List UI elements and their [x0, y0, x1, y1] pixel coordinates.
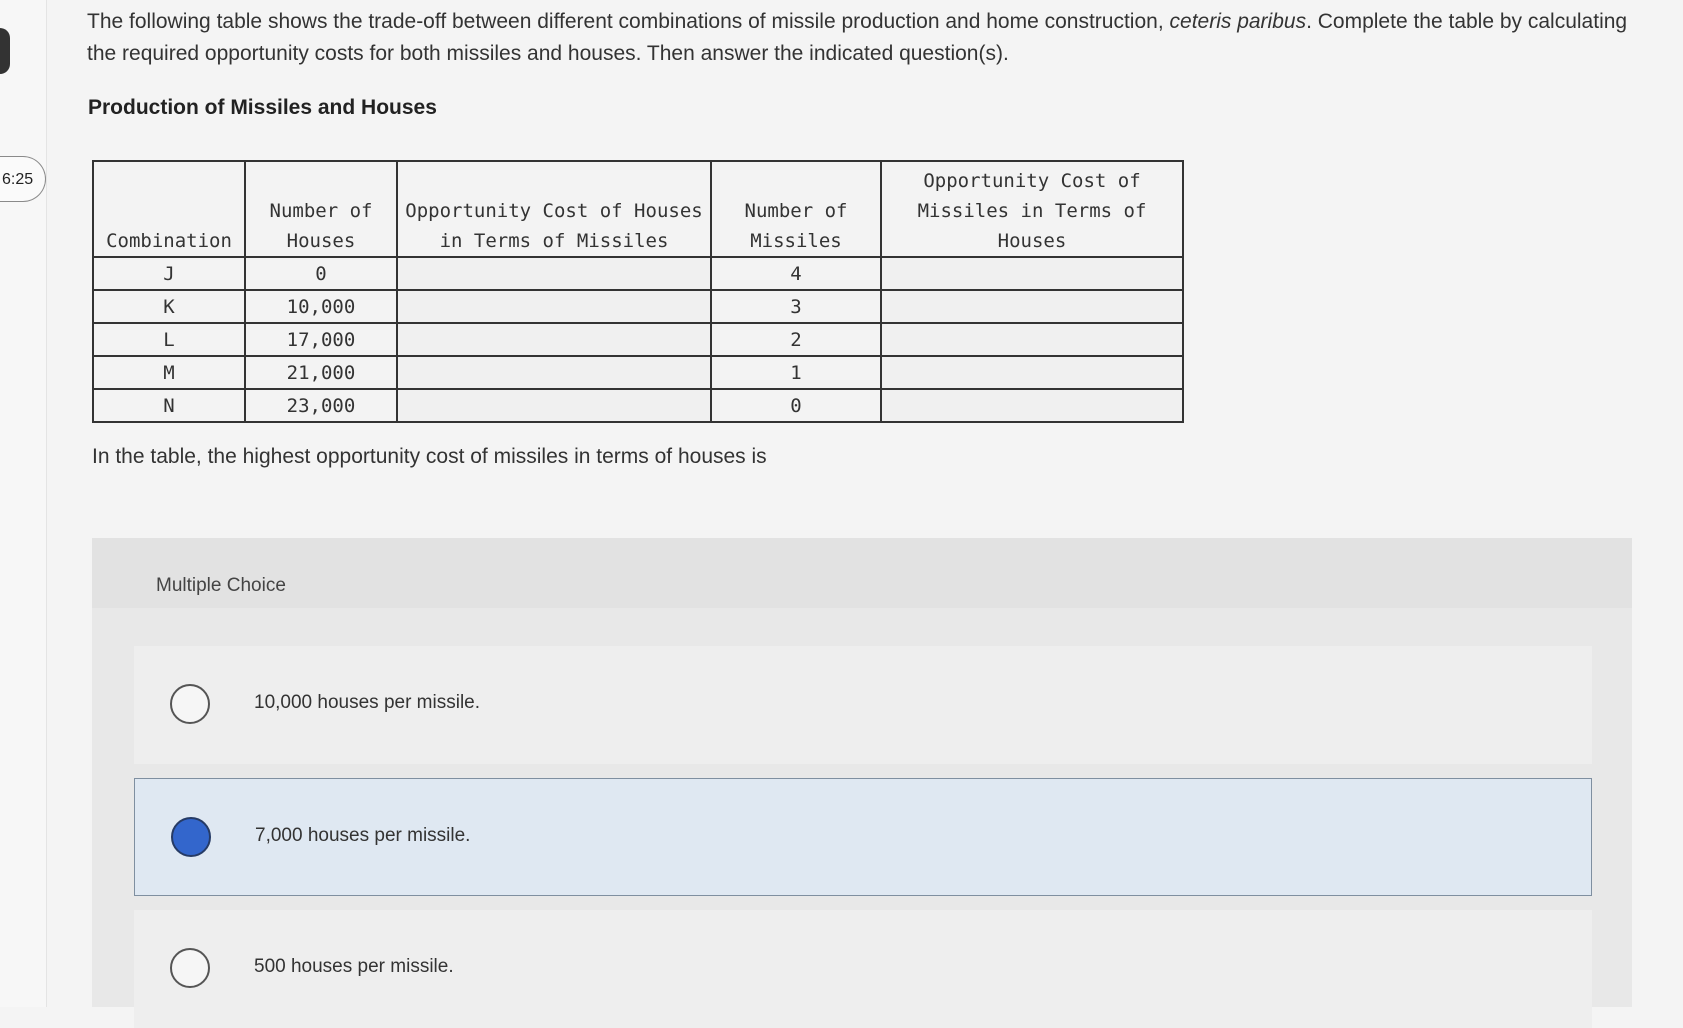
left-rail — [0, 0, 47, 1007]
option-7000-houses[interactable] — [134, 778, 1592, 896]
table-row — [93, 257, 1183, 290]
instructions-text — [87, 6, 1647, 70]
radio-button[interactable] — [170, 684, 210, 724]
cell-oc-houses-input[interactable] — [397, 257, 711, 290]
cell-oc-houses-input[interactable] — [397, 356, 711, 389]
option-500-houses[interactable] — [134, 910, 1592, 1028]
table-row — [93, 323, 1183, 356]
table-row — [93, 356, 1183, 389]
production-table — [92, 160, 1184, 423]
cell-missiles: 0 — [711, 389, 881, 422]
table-title: Production of Missiles and Houses — [88, 96, 437, 119]
cell-combination: J — [93, 257, 245, 290]
instructions-part1: The following table shows the trade-off between different combinations of missile production and home construction, — [87, 10, 1170, 33]
cell-missiles: 4 — [711, 257, 881, 290]
cell-missiles: 2 — [711, 323, 881, 356]
cell-oc-missiles-input[interactable] — [881, 290, 1183, 323]
header-houses: Number of Houses — [245, 161, 397, 257]
table-row — [93, 389, 1183, 422]
header-combination: Combination — [93, 161, 245, 257]
header-missiles: Number of Missiles — [711, 161, 881, 257]
instructions-part2: . Complete the table by calculating the required opportunity costs for both missiles and houses. Then answer the indicated question(s). — [87, 10, 1628, 65]
cell-oc-houses-input[interactable] — [397, 290, 711, 323]
table-header-row — [93, 161, 1183, 257]
timer-badge: 6:25 — [0, 156, 46, 202]
radio-button-checked[interactable] — [171, 817, 211, 857]
header-oc-houses: Opportunity Cost of Houses in Terms of Missiles — [397, 161, 711, 257]
cell-combination: K — [93, 290, 245, 323]
cell-oc-houses-input[interactable] — [397, 389, 711, 422]
cell-houses: 21,000 — [245, 356, 397, 389]
cell-combination: L — [93, 323, 245, 356]
instructions-italic: ceteris paribus — [1169, 10, 1307, 33]
cell-oc-missiles-input[interactable] — [881, 389, 1183, 422]
option-10000-houses[interactable] — [134, 646, 1592, 764]
cell-oc-missiles-input[interactable] — [881, 356, 1183, 389]
multiple-choice-panel — [92, 538, 1632, 1007]
cell-houses: 0 — [245, 257, 397, 290]
cell-oc-houses-input[interactable] — [397, 323, 711, 356]
table-row — [93, 290, 1183, 323]
cell-oc-missiles-input[interactable] — [881, 257, 1183, 290]
multiple-choice-header — [92, 538, 1632, 608]
radio-button[interactable] — [170, 948, 210, 988]
cell-oc-missiles-input[interactable] — [881, 323, 1183, 356]
header-oc-missiles: Opportunity Cost of Missiles in Terms of Houses — [881, 161, 1183, 257]
nav-indicator[interactable] — [0, 28, 10, 74]
cell-combination: N — [93, 389, 245, 422]
cell-houses: 23,000 — [245, 389, 397, 422]
cell-houses: 10,000 — [245, 290, 397, 323]
question-text: In the table, the highest opportunity cost of missiles in terms of houses is — [92, 445, 767, 468]
option-label: 500 houses per missile. — [254, 956, 454, 977]
cell-houses: 17,000 — [245, 323, 397, 356]
multiple-choice-label: Multiple Choice — [156, 575, 286, 596]
cell-missiles: 1 — [711, 356, 881, 389]
cell-combination: M — [93, 356, 245, 389]
option-label: 10,000 houses per missile. — [254, 692, 481, 713]
cell-missiles: 3 — [711, 290, 881, 323]
option-label: 7,000 houses per missile. — [255, 825, 471, 846]
